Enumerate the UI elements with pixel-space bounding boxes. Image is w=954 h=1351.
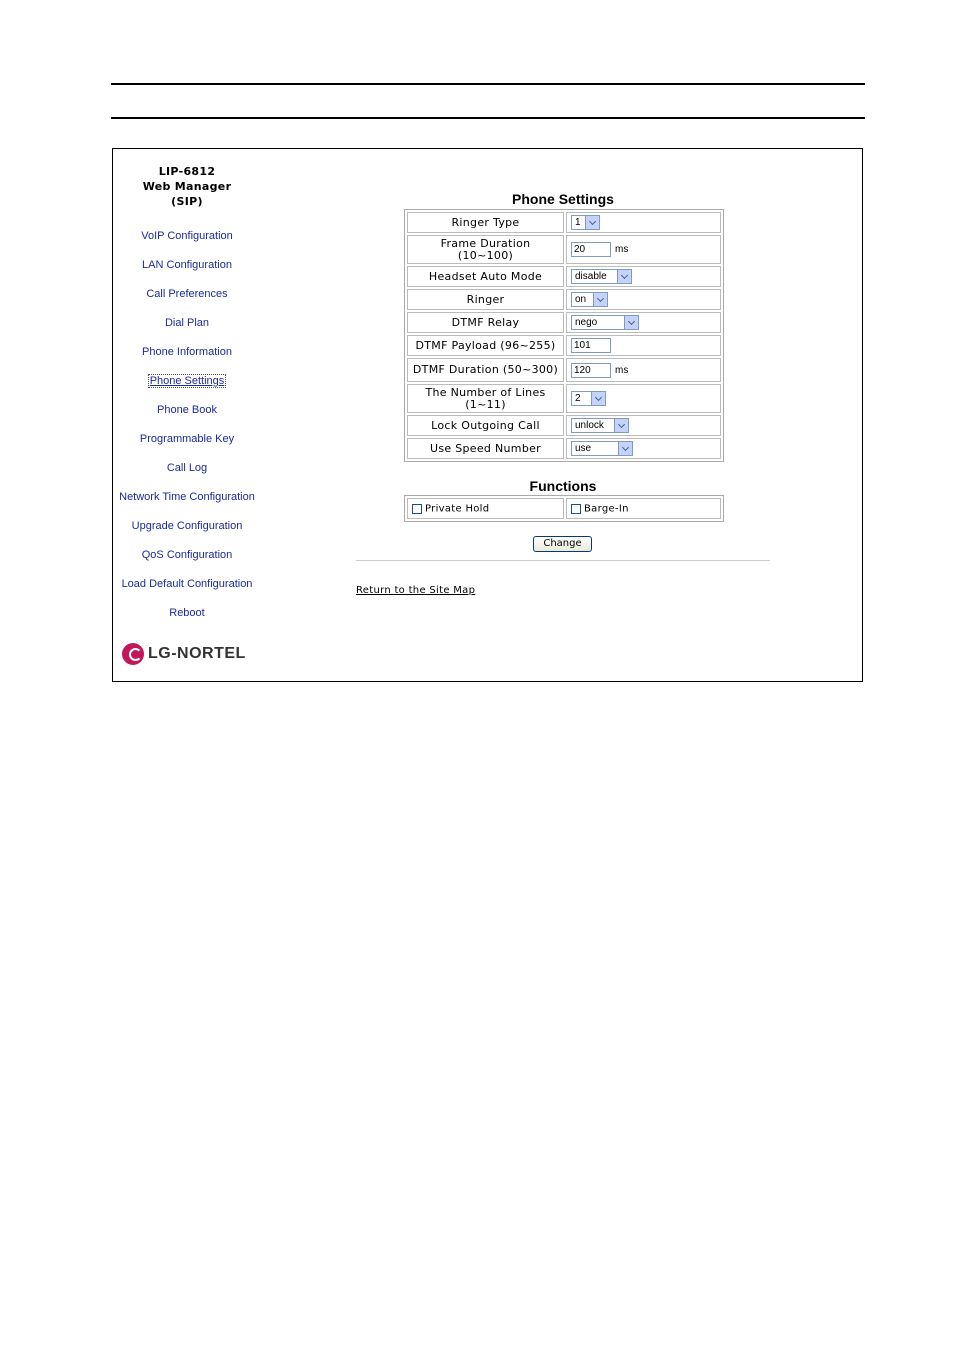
brand-title: Web Manager — [142, 180, 232, 193]
table-row — [407, 235, 721, 264]
use-speed-number-label: Use Speed Number — [407, 438, 564, 459]
table-row — [407, 212, 721, 233]
change-button[interactable]: Change — [533, 536, 592, 552]
sidebar — [113, 149, 261, 681]
dtmf-payload-input[interactable]: 101 — [571, 338, 611, 353]
chevron-down-icon — [614, 419, 628, 432]
frame-duration-unit: ms — [615, 244, 629, 255]
table-row — [407, 335, 721, 356]
sidebar-item-load-default-configuration[interactable]: Load Default Configuration — [121, 578, 253, 590]
return-to-site-map-link[interactable]: Return to the Site Map — [356, 585, 476, 596]
ringer-label: Ringer — [407, 289, 564, 310]
chevron-down-icon — [585, 216, 599, 229]
dtmf-relay-select[interactable]: nego — [571, 315, 639, 330]
sidebar-item-dial-plan[interactable]: Dial Plan — [164, 317, 210, 329]
brand-protocol: (SIP) — [171, 195, 203, 208]
sidebar-item-programmable-key[interactable]: Programmable Key — [139, 433, 235, 445]
sidebar-item-upgrade-configuration[interactable]: Upgrade Configuration — [131, 520, 243, 532]
header-rule-bottom — [111, 117, 865, 119]
dtmf-relay-label: DTMF Relay — [407, 312, 564, 333]
table-row — [407, 415, 721, 436]
table-row — [407, 384, 721, 413]
sidebar-item-reboot[interactable]: Reboot — [169, 607, 205, 619]
dtmf-duration-input[interactable]: 120 — [571, 363, 611, 378]
dtmf-duration-label: DTMF Duration (50~300) — [407, 358, 564, 382]
dtmf-payload-label: DTMF Payload (96~255) — [407, 335, 564, 356]
brand-model: LIP-6812 — [158, 165, 216, 178]
phone-settings-title: Phone Settings — [512, 191, 614, 207]
sidebar-item-call-log[interactable]: Call Log — [166, 462, 208, 474]
chevron-down-icon — [591, 392, 605, 405]
private-hold-label: Private Hold — [425, 503, 490, 515]
table-row — [407, 438, 721, 459]
table-row — [407, 289, 721, 310]
private-hold-checkbox[interactable] — [412, 504, 422, 514]
sidebar-item-phone-information[interactable]: Phone Information — [142, 346, 232, 358]
number-of-lines-range: (1~11) — [465, 397, 506, 411]
logo-text: LG-NORTEL — [148, 645, 246, 662]
lg-logo-icon — [122, 643, 144, 665]
lg-nortel-logo — [122, 643, 257, 667]
chevron-down-icon — [618, 442, 632, 455]
functions-title: Functions — [529, 478, 597, 494]
sidebar-item-lan-configuration[interactable]: LAN Configuration — [142, 259, 232, 271]
table-row — [407, 266, 721, 287]
headset-auto-mode-select[interactable]: disable — [571, 269, 632, 284]
ringer-select[interactable]: on — [571, 292, 608, 307]
barge-in-label: Barge-In — [584, 503, 629, 515]
ringer-type-label: Ringer Type — [407, 212, 564, 233]
table-row — [407, 312, 721, 333]
header-rule-top — [111, 83, 865, 85]
lock-outgoing-call-select[interactable]: unlock — [571, 418, 629, 433]
phone-settings-table — [404, 209, 724, 462]
ringer-type-select[interactable]: 1 — [571, 215, 600, 230]
sidebar-item-call-preferences[interactable]: Call Preferences — [146, 288, 228, 300]
functions-table — [404, 495, 724, 522]
sidebar-item-phone-settings[interactable]: Phone Settings — [149, 375, 225, 387]
lock-outgoing-call-label: Lock Outgoing Call — [407, 415, 564, 436]
chevron-down-icon — [624, 316, 638, 329]
frame-duration-range: (10~100) — [457, 248, 514, 262]
headset-auto-mode-label: Headset Auto Mode — [407, 266, 564, 287]
sidebar-item-network-time-configuration[interactable]: Network Time Configuration — [119, 491, 255, 503]
use-speed-number-select[interactable]: use — [571, 441, 633, 456]
web-manager-frame — [112, 148, 863, 682]
frame-duration-input[interactable]: 20 — [571, 242, 611, 257]
sidebar-item-phone-book[interactable]: Phone Book — [157, 404, 217, 416]
number-of-lines-select[interactable]: 2 — [571, 391, 606, 406]
barge-in-checkbox[interactable] — [571, 504, 581, 514]
chevron-down-icon — [593, 293, 607, 306]
divider — [356, 560, 770, 561]
number-of-lines-label: The Number of Lines — [425, 385, 546, 399]
table-row — [407, 358, 721, 382]
sidebar-item-voip-configuration[interactable]: VoIP Configuration — [141, 230, 233, 242]
frame-duration-label: Frame Duration — [440, 236, 531, 250]
chevron-down-icon — [617, 270, 631, 283]
dtmf-duration-unit: ms — [615, 364, 629, 376]
sidebar-item-qos-configuration[interactable]: QoS Configuration — [141, 549, 233, 561]
table-row — [407, 498, 721, 519]
